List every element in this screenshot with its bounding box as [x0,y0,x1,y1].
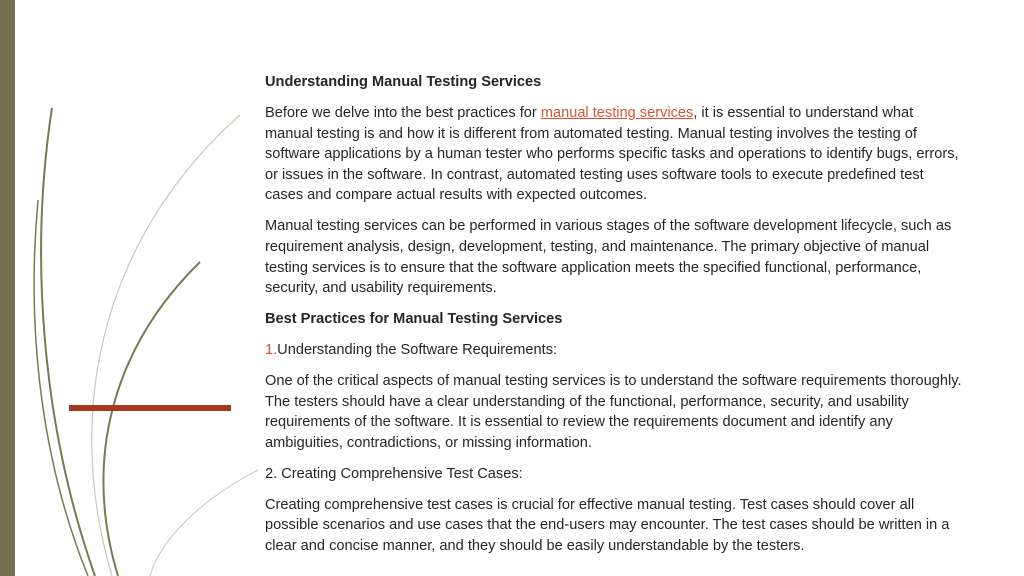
list-item-title: Understanding the Software Requirements: [277,342,558,359]
paragraph-text: Before we delve into the best practices for [265,104,541,121]
paragraph: One of the critical aspects of manual testing services is to understand the software requirements thoroughly. The testers should have a clear understanding of the functional, performance, security, and usability requirements of the software. It is essential to review the requirements document and identify any ambiguities, contradictions, or missing information. [265,373,962,451]
section-heading: Understanding Manual Testing Services [265,74,542,90]
paragraph-text: , it is essential to understand what manual testing is and how it is different from automated testing. Manual testing involves the testing of software applications by a human tester who performs specific tasks and operations to identify bugs, errors, or issues in the software. In contrast, automated testing uses software tools to execute predefined test cases and compare actual results with expected outcomes. [265,104,959,204]
document-body [265,72,965,567]
decorative-curve [92,115,240,576]
decorative-curve [104,262,200,576]
paragraph: Manual testing services can be performed in various stages of the software development lifecycle, such as requirement analysis, design, development, testing, and maintenance. The primary objective of manual testing services is to ensure that the software application meets the specified functional, performance, security, and usability requirements. [265,218,952,297]
paragraph: Creating comprehensive test cases is crucial for effective manual testing. Test cases should cover all possible scenarios and use cases that the end-users may encounter. The test cases should be written in a clear and concise manner, and they should be easily understandable by the testers. [265,496,950,555]
paragraph [265,103,965,206]
decorative-curve [34,200,88,576]
manual-testing-services-link[interactable]: manual testing services [540,104,694,121]
section-heading: Best Practices for Manual Testing Services [265,311,563,328]
list-number: 1. [265,342,278,359]
decorative-curves [0,0,260,576]
decorative-curve [150,470,258,576]
accent-rule [69,405,231,411]
list-item: 2. Creating Comprehensive Test Cases: [265,465,523,482]
decorative-curve [41,108,95,576]
list-item [265,340,965,361]
